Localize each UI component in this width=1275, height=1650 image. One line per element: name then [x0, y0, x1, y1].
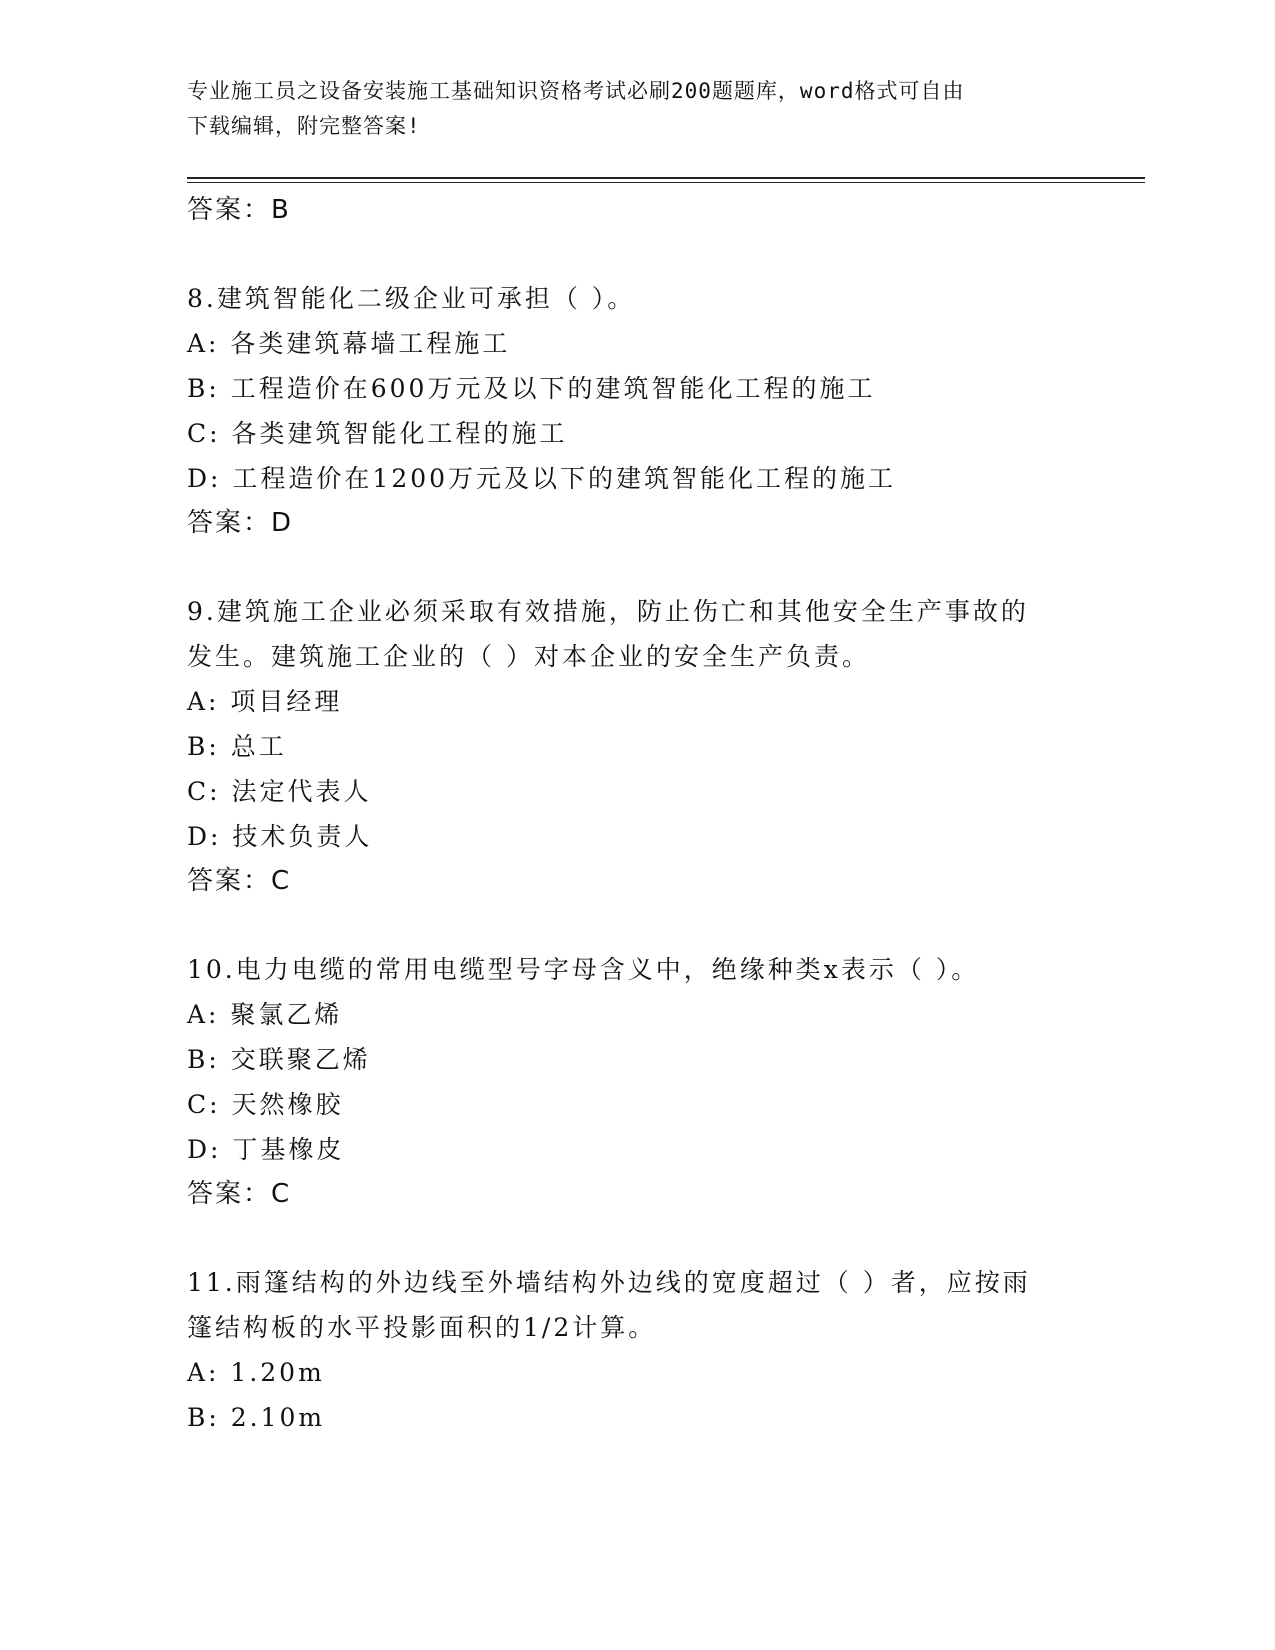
option-b: B: 工程造价在600万元及以下的建筑智能化工程的施工 — [187, 374, 876, 403]
spacer — [187, 233, 1067, 276]
header-divider-thin — [187, 182, 1145, 183]
document-body — [187, 188, 1067, 1440]
answer-line: 答案：D — [187, 508, 294, 538]
answer-line: 答案：B — [187, 195, 291, 225]
option-a: A: 各类建筑幕墙工程施工 — [187, 329, 511, 358]
spacer — [187, 1217, 1067, 1260]
option-b: B: 交联聚乙烯 — [187, 1045, 371, 1074]
option-a: A: 聚氯乙烯 — [187, 1000, 343, 1029]
question-text: 11.雨篷结构的外边线至外墙结构外边线的宽度超过（ ）者，应按雨 — [187, 1268, 1031, 1297]
answer-line: 答案：C — [187, 1179, 292, 1209]
option-a: A: 1.20m — [187, 1358, 325, 1387]
question-block — [187, 589, 1067, 904]
option-b: B: 2.10m — [187, 1403, 326, 1432]
question-text: 10.电力电缆的常用电缆型号字母含义中，绝缘种类x表示（ ）。 — [187, 955, 980, 984]
option-c: C: 法定代表人 — [187, 777, 372, 806]
question-text-continued: 发生。建筑施工企业的（ ）对本企业的安全生产负责。 — [187, 642, 870, 671]
option-d: D: 技术负责人 — [187, 822, 373, 851]
question-text: 9.建筑施工企业必须采取有效措施，防止伤亡和其他安全生产事故的 — [187, 597, 1029, 626]
answer-line: 答案：C — [187, 866, 292, 896]
option-c: C: 各类建筑智能化工程的施工 — [187, 419, 568, 448]
option-d: D: 丁基橡皮 — [187, 1135, 345, 1164]
question-block — [187, 276, 1067, 546]
header-divider-thick — [187, 177, 1145, 179]
spacer — [187, 546, 1067, 589]
option-d: D: 工程造价在1200万元及以下的建筑智能化工程的施工 — [187, 464, 897, 493]
question-text-continued: 篷结构板的水平投影面积的1/2计算。 — [187, 1313, 657, 1342]
spacer — [187, 904, 1067, 947]
question-block — [187, 947, 1067, 1217]
option-c: C: 天然橡胶 — [187, 1090, 344, 1119]
question-block — [187, 1260, 1067, 1440]
option-b: B: 总工 — [187, 732, 287, 761]
document-header — [187, 74, 1087, 144]
header-line-1: 专业施工员之设备安装施工基础知识资格考试必刷200题题库，word格式可自由 — [187, 79, 965, 103]
header-line-2: 下载编辑，附完整答案! — [187, 114, 421, 138]
question-text: 8.建筑智能化二级企业可承担（ ）。 — [187, 284, 636, 313]
option-a: A: 项目经理 — [187, 687, 343, 716]
